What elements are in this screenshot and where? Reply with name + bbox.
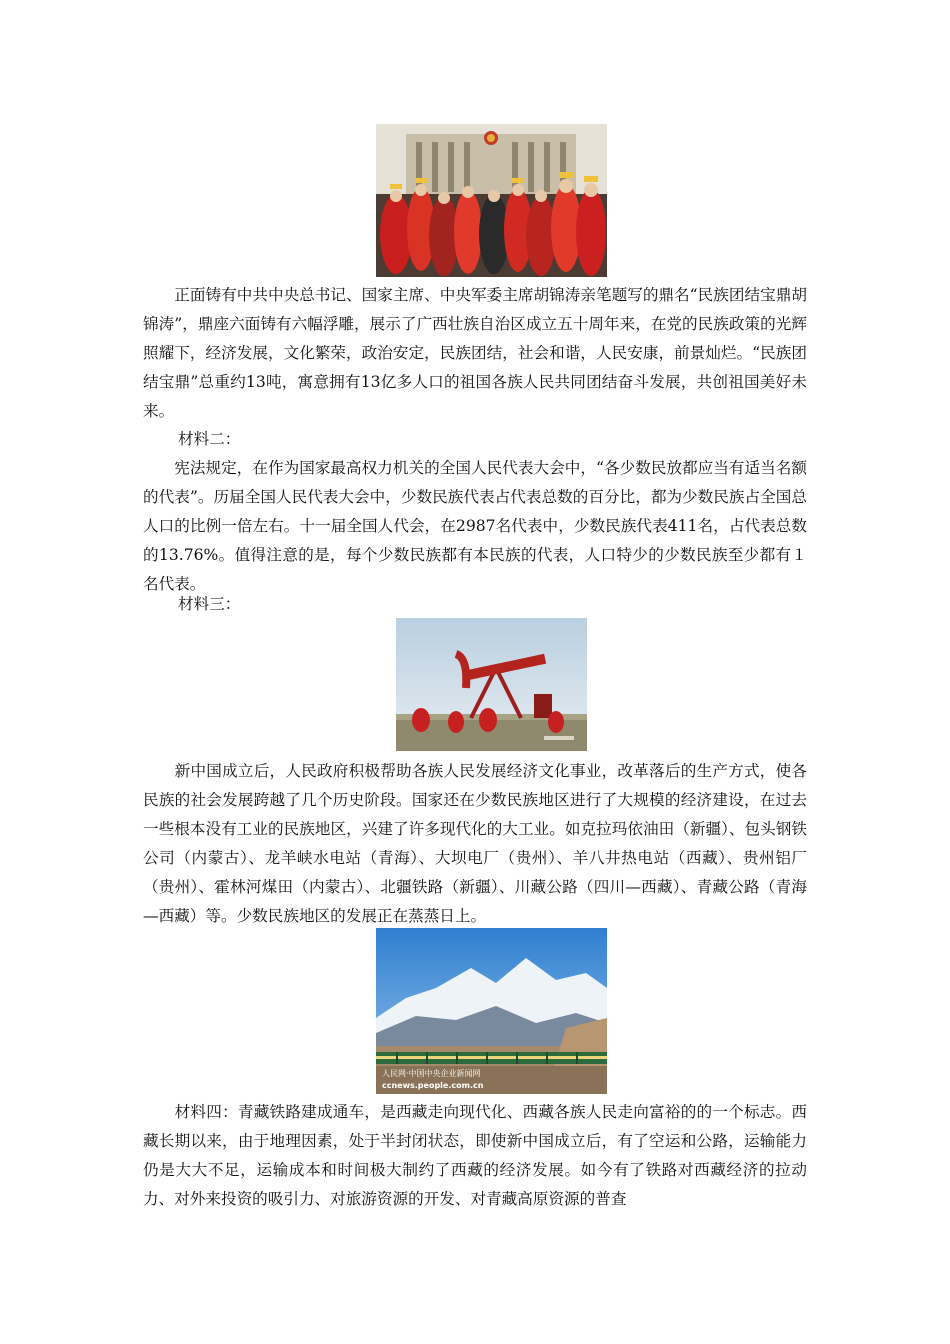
watermark-logo: 人民网·中国中央企业新闻网 xyxy=(382,1069,481,1078)
material-3-label: 材料三： xyxy=(178,595,241,613)
watermark-url: ccnews.people.com.cn xyxy=(382,1081,484,1090)
material-2-label: 材料二： xyxy=(178,430,241,448)
ethnic-representatives-photo xyxy=(376,124,607,277)
paragraph-3: 新中国成立后，人民政府积极帮助各族人民发展经济文化事业，改革落后的生产方式，使各民族的社会发展跨越了几个历史阶段。国家还在少数民族地区进行了大规模的经济建设，在过去一些根本没有工业的民族地区，兴建了许多现代化的大工业。如克拉玛依油田（新疆）、包头钢铁公司（内蒙古）、龙羊峡水电站（青海）、大坝电厂（贵州）、羊八井热电站（西藏）、贵州铝厂（贵州）、霍林河煤田（内蒙古）、北疆铁路（新疆）、川藏公路（四川—西藏）、青藏公路（青海—西藏）等。少数民族地区的发展正在蒸蒸日上。 xyxy=(143,762,807,925)
qinghai-tibet-railway-photo xyxy=(376,928,607,1094)
oil-field-photo xyxy=(396,618,587,751)
paragraph-2: 宪法规定，在作为国家最高权力机关的全国人民代表大会中，“各少数民放都应当有适当名额的代表”。历届全国人民代表大会中，少数民族代表占代表总数的百分比，都为少数民族占全国总人口的比例一倍左右。十一届全国人代会，在2987名代表中，少数民族代表411名，占代表总数的13.76%。值得注意的是，每个少数民族都有本民族的代表，人口特少的少数民族至少都有１名代表。 xyxy=(143,459,807,593)
paragraph-1: 正面铸有中共中央总书记、国家主席、中央军委主席胡锦涛亲笔题写的鼎名“民族团结宝鼎胡锦涛”，鼎座六面铸有六幅浮雕，展示了广西壮族自治区成立五十周年来，在党的民族政策的光辉照耀下，经济发展，文化繁荣，政治安定，民族团结，社会和谐，人民安康，前景灿烂。“民族团结宝鼎”总重约13吨，寓意拥有13亿多人口的祖国各族人民共同团结奋斗发展，共创祖国美好未来。 xyxy=(143,286,807,420)
paragraph-4: 材料四：青藏铁路建成通车，是西藏走向现代化、西藏各族人民走向富裕的的一个标志。西藏长期以来，由于地理因素，处于半封闭状态，即使新中国成立后，有了空运和公路，运输能力仍是大大不足，运输成本和时间极大制约了西藏的经济发展。如今有了铁路对西藏经济的拉动力、对外来投资的吸引力、对旅游资源的开发、对青藏高原资源的普查 xyxy=(143,1103,807,1208)
